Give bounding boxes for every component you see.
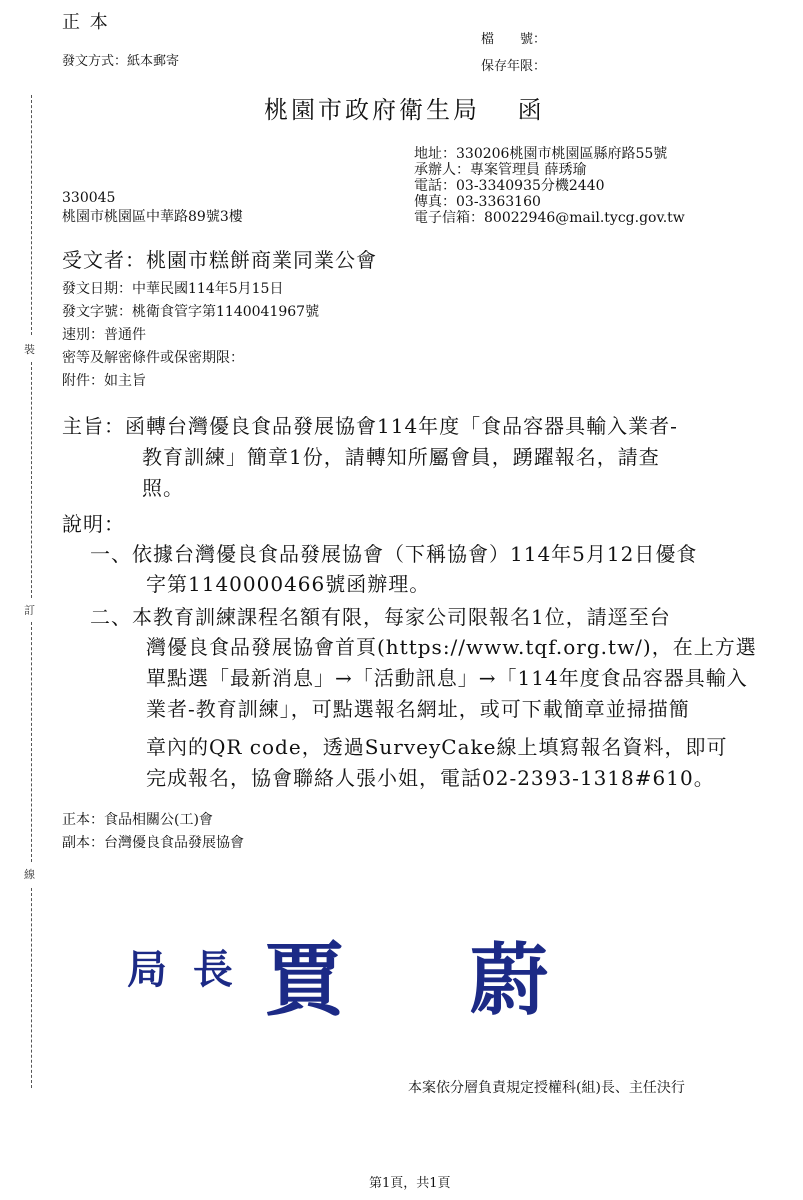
- secrecy-level: 密等及解密條件或保密期限：: [62, 350, 244, 366]
- explanation-item-2-line: 業者-教育訓練」，可點選報名網址，或可下載簡章並掃描簡: [146, 697, 690, 721]
- explanation-item-2-line: 二、本教育訓練課程名額有限，每家公司限報名1位，請逕至台: [90, 605, 671, 629]
- retention-period: 保存年限：: [481, 59, 547, 74]
- subject-line-2: 教育訓練」簡章1份，請轉知所屬會員，踴躍報名，請查: [142, 445, 660, 469]
- sender-handler: 承辦人：專案管理員 薛琇瑜: [414, 162, 587, 178]
- sender-email: 電子信箱：80022946@mail.tycg.gov.tw: [414, 210, 685, 226]
- binding-line: [31, 95, 32, 335]
- subject-line-1: 主旨：函轉台灣優良食品發展協會114年度「食品容器具輸入業者-: [62, 414, 678, 438]
- explanation-item-2-line: 完成報名，協會聯絡人張小姐，電話02-2393-1318#610。: [146, 766, 715, 790]
- file-number: 檔 號：: [481, 32, 547, 47]
- explanation-heading: 說明：: [62, 512, 125, 536]
- copy-recipients: 副本：台灣優良食品發展協會: [62, 835, 244, 851]
- margin-bind-mark: 裝: [24, 343, 35, 356]
- sender-phone: 電話：03-3340935分機2440: [414, 178, 605, 194]
- margin-line-mark: 線: [24, 868, 35, 881]
- explanation-item-1-line: 一、依據台灣優良食品發展協會（下稱協會）114年5月12日優食: [90, 542, 698, 566]
- signature-given-name: 蔚: [470, 935, 549, 1026]
- document-title: 桃園市政府衛生局 函: [264, 96, 545, 124]
- subject-line-3: 照。: [142, 476, 184, 500]
- explanation-item-2-line: 灣優良食品發展協會首頁(https://www.tqf.org.tw/)，在上方選: [146, 635, 757, 659]
- issue-date: 發文日期：中華民國114年5月15日: [62, 281, 284, 297]
- sender-address: 地址：330206桃園市桃園區縣府路55號: [414, 146, 668, 162]
- sender-fax: 傳真：03-3363160: [414, 194, 541, 210]
- binding-line: [31, 362, 32, 598]
- send-method: 發文方式：紙本郵寄: [62, 54, 180, 69]
- explanation-item-1-line: 字第1140000466號函辦理。: [146, 572, 431, 596]
- copy-type-label: 正 本: [62, 12, 110, 33]
- margin-staple-mark: 訂: [24, 604, 35, 617]
- recipient: 受文者：桃園市糕餅商業同業公會: [62, 248, 377, 272]
- binding-line: [31, 622, 32, 862]
- signature-title: 局 長: [127, 946, 239, 993]
- attachment: 附件：如主旨: [62, 373, 146, 389]
- recipient-postal-code: 330045: [62, 190, 116, 206]
- explanation-item-2-line: 章內的QR code，透過SurveyCake線上填寫報名資料，即可: [146, 735, 728, 759]
- document-number: 發文字號：桃衛食管字第1140041967號: [62, 304, 320, 320]
- page-number: 第1頁，共1頁: [369, 1176, 451, 1191]
- delivery-speed: 速別：普通件: [62, 327, 146, 343]
- original-recipients: 正本：食品相關公(工)會: [62, 812, 213, 828]
- recipient-street: 桃園市桃園區中華路89號3樓: [62, 209, 243, 225]
- delegation-note: 本案依分層負責規定授權科(組)長、主任決行: [408, 1080, 685, 1096]
- explanation-item-2-line: 單點選「最新消息」→「活動訊息」→「114年度食品容器具輸入: [146, 666, 748, 690]
- signature-surname: 賈: [264, 933, 344, 1027]
- binding-line: [31, 888, 32, 1088]
